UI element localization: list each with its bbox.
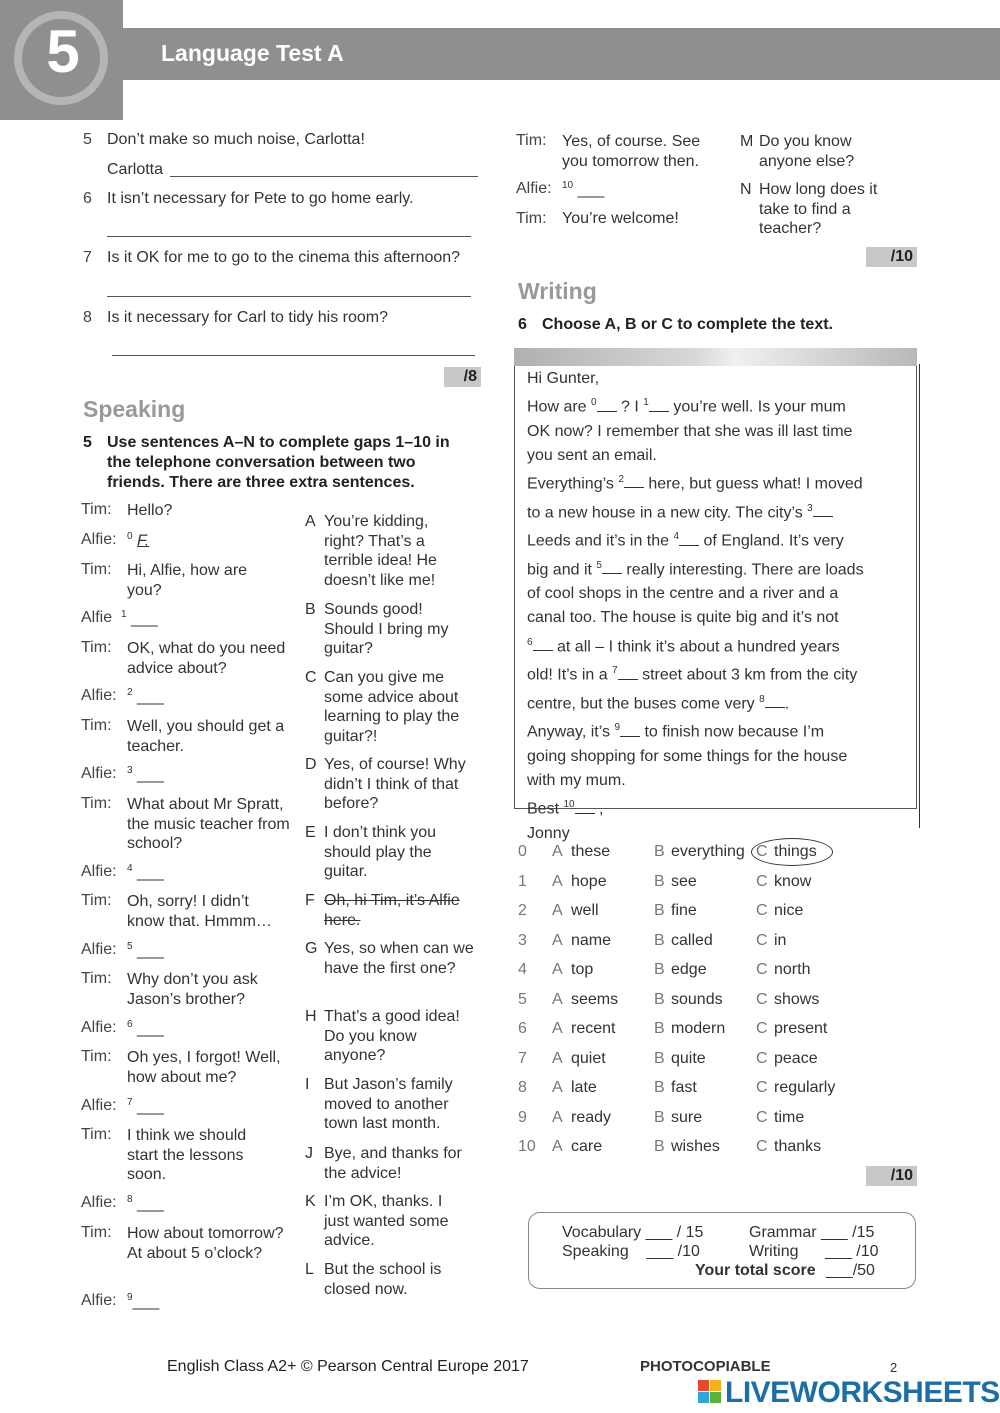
choice-letter: C — [756, 990, 768, 1008]
choice-a[interactable]: well — [571, 902, 599, 919]
choice-number: 8 — [518, 1079, 527, 1096]
speaker: Tim: — [516, 132, 547, 149]
choice-number: 4 — [518, 961, 527, 978]
choice-letter: B — [654, 1079, 665, 1096]
choice-letter: B — [654, 1049, 665, 1067]
choice-letter: A — [552, 990, 563, 1008]
choice-letter: B — [654, 902, 665, 919]
speaker: Tim: — [81, 1126, 112, 1143]
writing-total[interactable]: Writing ___ /10 — [749, 1243, 879, 1260]
option-n: N How long does it take to find a teacher? — [740, 181, 878, 237]
choice-row — [518, 843, 918, 865]
choice-letter: B — [654, 872, 665, 890]
choice-c[interactable]: know — [774, 872, 812, 890]
choice-c[interactable]: present — [774, 1020, 828, 1037]
dialogue-line: Well, you should get a teacher. — [127, 718, 285, 755]
option-g: G Yes, so when can we have the first one? — [305, 940, 474, 977]
choice-a[interactable]: hope — [571, 872, 607, 890]
choice-row — [518, 1079, 918, 1101]
choice-c[interactable]: things — [774, 843, 817, 860]
choice-a[interactable]: care — [571, 1138, 603, 1155]
choice-letter: B — [654, 1020, 665, 1037]
speaking-score: /10 — [866, 247, 917, 267]
speaker: Tim: — [81, 892, 112, 909]
choice-b[interactable]: fast — [671, 1079, 697, 1096]
dialogue-line: I think we should start the lessons soon. — [127, 1127, 247, 1183]
gap-answer[interactable]: $^4$ ___ — [127, 863, 164, 882]
choice-row — [518, 932, 918, 954]
answer-line[interactable] — [107, 296, 471, 297]
choice-c[interactable]: regularly — [774, 1079, 836, 1096]
option-l: L But the school is closed now. — [305, 1261, 442, 1298]
item-text: Don’t make so much noise, Carlotta! — [107, 131, 365, 148]
option-a: A You’re kidding, right? That’s a terrible idea! He doesn’t like me! — [305, 513, 437, 589]
speaker: Alfie: — [516, 180, 552, 197]
option-c: C Can you give me some advice about learning to play the guitar?! — [305, 669, 460, 745]
choice-letter: C — [756, 1108, 768, 1126]
choice-b[interactable]: wishes — [671, 1138, 720, 1155]
choice-row — [518, 1109, 918, 1131]
gap-answer[interactable]: $^6$ ___ — [127, 1019, 164, 1038]
speaker: Tim: — [516, 210, 547, 227]
choice-letter: B — [654, 843, 665, 860]
answer-prefix: Carlotta — [107, 161, 164, 178]
total-label: Your total score — [695, 1262, 816, 1279]
dialogue-line: OK, what do you need advice about? — [127, 640, 286, 677]
gap-answer[interactable]: $^5$ ___ — [127, 941, 164, 960]
choice-letter: B — [654, 961, 665, 978]
choice-letter: C — [756, 872, 768, 890]
letter-side-rule — [919, 364, 920, 828]
choice-row — [518, 873, 918, 895]
answer-circle — [751, 838, 833, 866]
gap-answer[interactable]: $^0$ F. — [127, 531, 150, 550]
choice-b[interactable]: called — [671, 931, 713, 949]
speaker: Tim: — [81, 561, 112, 578]
choice-number: 7 — [518, 1049, 527, 1067]
footer-copyright: English Class A2+ © Pearson Central Europe 2017 — [167, 1358, 529, 1375]
speaker: Tim: — [81, 795, 112, 812]
speaker: Tim: — [81, 501, 112, 518]
unit-number: 5 — [46, 18, 80, 85]
speaking-instruction-number: 5 — [83, 434, 92, 451]
item-text: Is it OK for me to go to the cinema this afternoon? — [107, 249, 461, 266]
item-text: It isn’t necessary for Pete to go home early. — [107, 190, 414, 207]
dialogue-line: Hello? — [127, 502, 173, 519]
option-f: F Oh, hi Tim, it’s Alfie here. — [305, 892, 460, 929]
gap-answer[interactable]: $^{10}$ ___ — [562, 180, 605, 199]
choice-b[interactable]: quite — [671, 1049, 706, 1067]
vocabulary-score[interactable]: Vocabulary ___ / 15 — [562, 1224, 704, 1241]
brand-wordmark: LIVEWORKSHEETS — [725, 1376, 1000, 1409]
choice-number: 10 — [518, 1138, 536, 1155]
item-number: 8 — [83, 309, 92, 326]
speaking-heading: Speaking — [83, 396, 186, 422]
dialogue-line: Yes, of course. See you tomorrow then. — [562, 133, 701, 170]
choice-letter: A — [552, 1079, 563, 1096]
gap-answer[interactable]: $^8$ ___ — [127, 1194, 164, 1213]
speaker: Tim: — [81, 970, 112, 987]
choice-letter: A — [552, 1020, 563, 1037]
total-value[interactable]: ___/50 — [826, 1262, 875, 1279]
writing-instruction-number: 6 — [518, 316, 527, 333]
choice-letter: C — [756, 961, 768, 978]
choice-c[interactable]: thanks — [774, 1138, 822, 1155]
item-text: Is it necessary for Carl to tidy his room? — [107, 309, 388, 326]
speaker: Tim: — [81, 1224, 112, 1241]
answer-line[interactable] — [112, 355, 475, 356]
speaker: Alfie: — [81, 1097, 117, 1114]
choice-number: 3 — [518, 931, 527, 949]
letter-text: Hi Gunter, How are $^0$ ? I $^1$ you’re well. Is your mum OK now? I remember that she was ill last time you sent an email. Everything’s $^2$ here, but guess what! I moved to a new house in a new city. The city’s $^3$ Leeds and it’s in the $^4$ of England. It’s very big and it $^5$ really interesting. There are loads of cool shops in the centre and a river and a canal too. The house is quite big and it’s not $^6$ at all – I think it’s about a hundred years old! It’s in a $^7$ street about 3 km from the city centre, but the buses come very $^8$ . Anyway, it’s $^9$ to finish now because I’m going shopping for some things for the house with my mum. Best $^{10}$ , Jonny — [527, 370, 864, 842]
choice-a[interactable]: these — [571, 843, 611, 860]
speaker: Tim: — [81, 1048, 112, 1065]
letter-header-band — [514, 348, 917, 366]
speaker: Tim: — [81, 717, 112, 734]
choice-b[interactable]: everything — [671, 843, 745, 860]
choice-b[interactable]: fine — [671, 902, 697, 919]
choice-b[interactable]: sounds — [671, 990, 723, 1008]
option-e: E I don’t think you should play the guitar. — [305, 824, 437, 880]
dialogue-line: You’re welcome! — [562, 210, 679, 227]
gap-answer[interactable]: $^9$___ — [127, 1292, 160, 1311]
speaker: Alfie: — [81, 941, 117, 958]
writing-score: /10 — [866, 1166, 917, 1186]
choice-letter: A — [552, 931, 563, 949]
choice-c[interactable]: time — [774, 1108, 805, 1126]
answer-line[interactable] — [170, 176, 478, 177]
choice-letter: A — [552, 902, 563, 919]
choice-letter: B — [654, 1138, 665, 1155]
choice-row — [518, 961, 918, 983]
choice-a[interactable]: ready — [571, 1108, 612, 1126]
choice-letter: C — [756, 843, 768, 860]
grammar-total[interactable]: Grammar ___ /15 — [749, 1224, 875, 1241]
gap-answer[interactable]: $^7$ ___ — [127, 1097, 164, 1116]
speaker: Alfie: — [81, 1194, 117, 1211]
speaker: Alfie: — [81, 531, 117, 548]
choice-row — [518, 991, 918, 1013]
option-d: D Yes, of course! Why didn’t I think of that before? — [305, 756, 466, 812]
choice-letter: C — [756, 1020, 768, 1037]
item-number: 6 — [83, 190, 92, 207]
gap-answer[interactable]: $^1$ ___ — [121, 609, 158, 628]
speaker: Tim: — [81, 639, 112, 656]
page-number: 2 — [890, 1360, 898, 1375]
speaker: Alfie: — [81, 765, 117, 782]
choice-a[interactable]: late — [571, 1079, 597, 1096]
liveworksheets-logo-icon — [698, 1380, 722, 1404]
choice-letter: A — [552, 843, 563, 860]
dialogue-line: How about tomorrow? At about 5 o’clock? — [127, 1225, 284, 1262]
choice-letter: C — [756, 1138, 768, 1155]
speaker: Alfie: — [81, 1019, 117, 1036]
writing-instruction: Choose A, B or C to complete the text. — [542, 316, 833, 333]
choice-letter: C — [756, 1079, 768, 1096]
writing-heading: Writing — [518, 278, 597, 304]
gap-answer[interactable]: $^2$ ___ — [127, 687, 164, 706]
choice-row — [518, 1138, 918, 1160]
item-number: 5 — [83, 131, 92, 148]
option-m: M Do you know anyone else? — [740, 133, 855, 170]
choice-letter: A — [552, 961, 563, 978]
choice-c[interactable]: nice — [774, 902, 804, 919]
choice-letter: C — [756, 902, 768, 919]
gap-answer[interactable]: $^3$ ___ — [127, 765, 164, 784]
example-answer: F. — [137, 532, 150, 550]
choice-b[interactable]: modern — [671, 1020, 726, 1037]
choice-letter: C — [756, 931, 768, 949]
choice-number: 1 — [518, 872, 527, 890]
choice-letter: B — [654, 990, 665, 1008]
choice-number: 5 — [518, 990, 527, 1008]
speaking-total[interactable]: Speaking ___ /10 — [562, 1243, 700, 1260]
speaker: Alfie — [81, 609, 113, 626]
choice-row — [518, 1020, 918, 1042]
choice-letter: B — [654, 931, 665, 949]
choice-number: 0 — [518, 843, 527, 860]
option-b: B Sounds good! Should I bring my guitar? — [305, 601, 449, 657]
dialogue-line: Oh, sorry! I didn’t know that. Hmmm… — [127, 893, 272, 930]
choice-c[interactable]: peace — [774, 1049, 818, 1067]
choice-a[interactable]: quiet — [571, 1049, 606, 1067]
option-h: H That’s a good idea! Do you know anyone? — [305, 1008, 460, 1064]
choice-row — [518, 1050, 918, 1072]
choice-letter: A — [552, 872, 563, 890]
dialogue-line: What about Mr Spratt, the music teacher from school? — [127, 796, 290, 852]
choice-letter: A — [552, 1108, 563, 1126]
choice-b[interactable]: see — [671, 872, 697, 890]
speaker: Alfie: — [81, 687, 117, 704]
option-j: J Bye, and thanks for the advice! — [305, 1145, 462, 1182]
speaker: Alfie: — [81, 863, 117, 880]
option-i: I But Jason’s family moved to another town last month. — [305, 1076, 453, 1132]
choice-letter: A — [552, 1138, 563, 1155]
choice-a[interactable]: top — [571, 961, 594, 978]
choice-row — [518, 902, 918, 924]
choice-a[interactable]: seems — [571, 990, 619, 1008]
choice-letter: C — [756, 1049, 768, 1067]
grammar-score: /8 — [444, 367, 481, 387]
choice-b[interactable]: sure — [671, 1108, 703, 1126]
dialogue-line: Why don’t you ask Jason’s brother? — [127, 971, 258, 1008]
speaker: Alfie: — [81, 1292, 117, 1309]
answer-line[interactable] — [107, 236, 471, 237]
option-k: K I’m OK, thanks. I just wanted some advice. — [305, 1193, 449, 1249]
choice-number: 9 — [518, 1108, 527, 1126]
choice-b[interactable]: edge — [671, 961, 707, 978]
item-number: 7 — [83, 249, 92, 266]
choice-a[interactable]: recent — [571, 1020, 616, 1037]
choice-number: 6 — [518, 1020, 527, 1037]
dialogue-line: Oh yes, I forgot! Well, how about me? — [127, 1049, 281, 1086]
footer-photocopiable: PHOTOCOPIABLE — [640, 1358, 771, 1375]
choice-c[interactable]: north — [774, 961, 811, 978]
speaking-instruction: Use sentences A–N to complete gaps 1–10 in the telephone conversation between two friends. There are three extra sentences. — [107, 434, 450, 491]
choice-letter: B — [654, 1108, 665, 1126]
choice-letter: A — [552, 1049, 563, 1067]
choice-c[interactable]: in — [774, 931, 787, 949]
dialogue-line: Hi, Alfie, how are you? — [127, 562, 248, 599]
choice-c[interactable]: shows — [774, 990, 820, 1008]
page-title: Language Test A — [161, 40, 344, 66]
choice-number: 2 — [518, 902, 527, 919]
choice-a[interactable]: name — [571, 931, 612, 949]
